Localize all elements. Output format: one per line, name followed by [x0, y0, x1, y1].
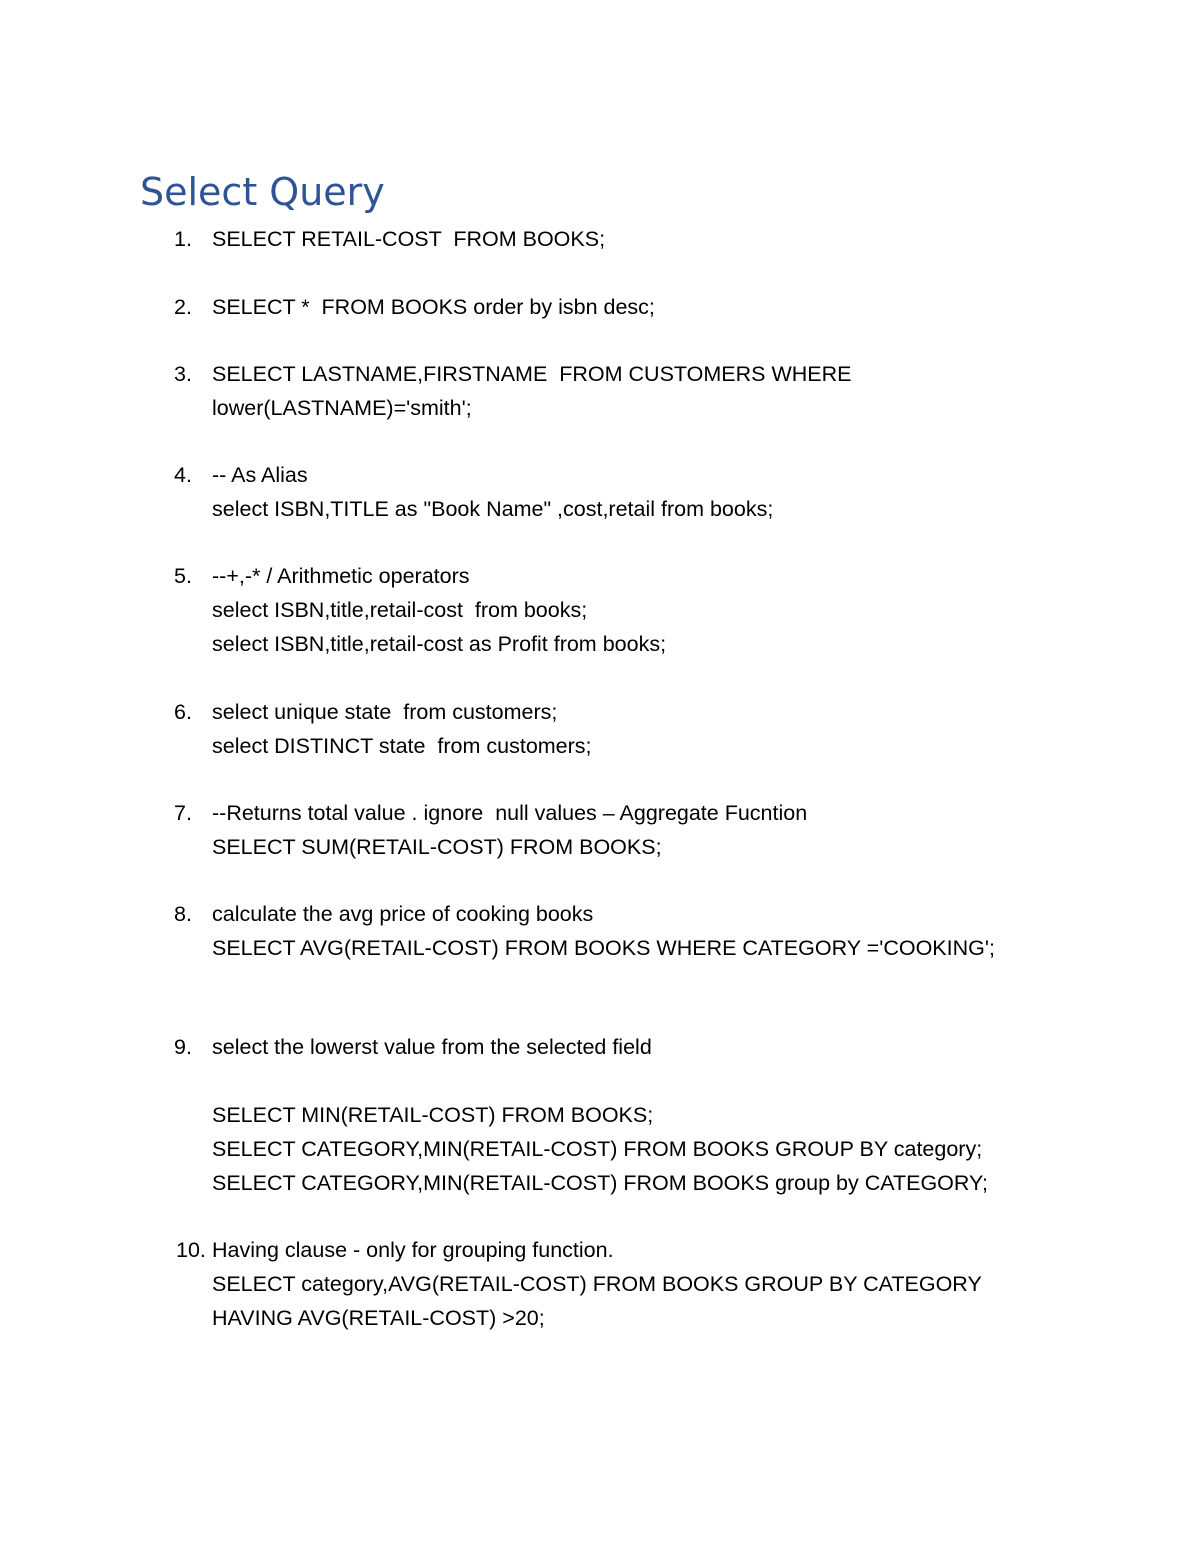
comment-line: Having clause - only for grouping function. — [212, 1238, 614, 1262]
list-item-content — [212, 290, 1172, 324]
query-line: select ISBN,title,retail-cost as Profit from books; — [212, 632, 667, 656]
list-item-content — [212, 222, 1172, 256]
query-line: SELECT * FROM BOOKS order by isbn desc; — [212, 295, 655, 319]
list-item-number: 4. — [174, 463, 192, 487]
blank-line — [212, 1064, 1172, 1098]
list-item-number: 6. — [174, 700, 192, 724]
query-line: lower(LASTNAME)='smith'; — [212, 396, 472, 420]
list-item-content — [212, 357, 1172, 425]
query-line: SELECT MIN(RETAIL-COST) FROM BOOKS; — [212, 1103, 654, 1127]
list-item-number: 9. — [174, 1035, 192, 1059]
query-line: select ISBN,TITLE as "Book Name" ,cost,retail from books; — [212, 497, 774, 521]
query-line: SELECT SUM(RETAIL-COST) FROM BOOKS; — [212, 835, 662, 859]
query-line: select DISTINCT state from customers; — [212, 734, 592, 758]
comment-line: select the lowerst value from the selected field — [212, 1035, 652, 1059]
comment-line: calculate the avg price of cooking books — [212, 902, 594, 926]
query-line: SELECT category,AVG(RETAIL-COST) FROM BOOKS GROUP BY CATEGORY — [212, 1272, 982, 1296]
query-line: select unique state from customers; — [212, 700, 558, 724]
query-line: SELECT CATEGORY,MIN(RETAIL-COST) FROM BOOKS GROUP BY category; — [212, 1137, 983, 1161]
query-line: SELECT RETAIL-COST FROM BOOKS; — [212, 227, 606, 251]
list-item-content — [212, 1030, 1172, 1200]
list-item-number: 2. — [174, 295, 192, 319]
comment-line: --Returns total value . ignore null values – Aggregate Fucntion — [212, 801, 808, 825]
query-line: SELECT AVG(RETAIL-COST) FROM BOOKS WHERE CATEGORY ='COOKING'; — [212, 936, 995, 960]
page-title: Select Query — [140, 170, 385, 214]
query-line: select ISBN,title,retail-cost from books; — [212, 598, 588, 622]
list-item-content — [212, 695, 1172, 763]
list-item-number: 3. — [174, 362, 192, 386]
list-item-number: 1. — [174, 227, 192, 251]
list-item-content — [212, 559, 1172, 661]
query-line: SELECT CATEGORY,MIN(RETAIL-COST) FROM BOOKS group by CATEGORY; — [212, 1171, 988, 1195]
list-item-number: 7. — [174, 801, 192, 825]
comment-line: --+,-* / Arithmetic operators — [212, 564, 470, 588]
list-item-content — [212, 796, 1172, 864]
comment-line: -- As Alias — [212, 463, 308, 487]
query-line: HAVING AVG(RETAIL-COST) >20; — [212, 1306, 545, 1330]
list-item-content — [212, 897, 1172, 965]
query-line: SELECT LASTNAME,FIRSTNAME FROM CUSTOMERS WHERE — [212, 362, 852, 386]
list-item-content — [212, 1233, 1172, 1335]
list-item-number: 8. — [174, 902, 192, 926]
list-item-number: 10. — [176, 1238, 206, 1262]
list-item-number: 5. — [174, 564, 192, 588]
list-item-content — [212, 458, 1172, 526]
